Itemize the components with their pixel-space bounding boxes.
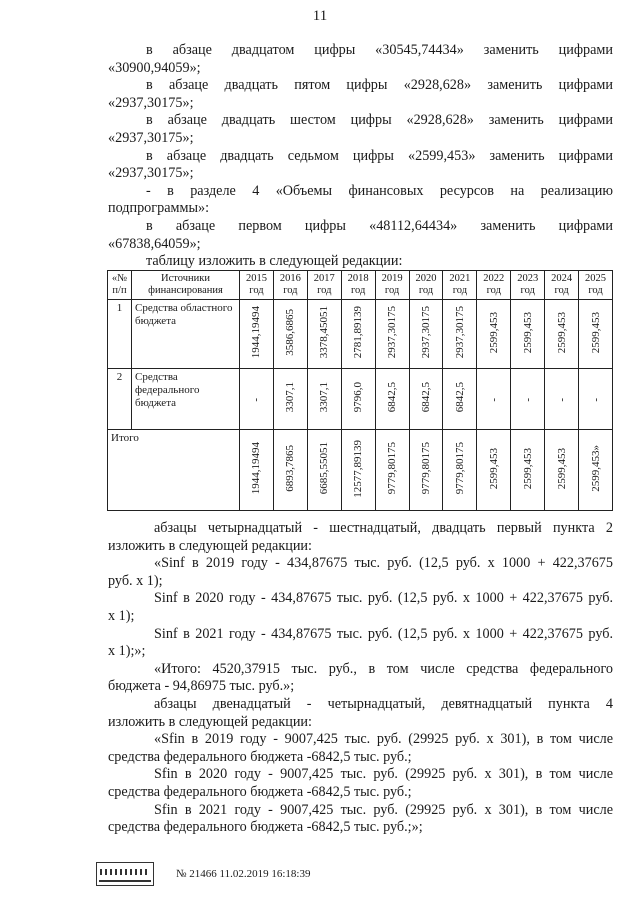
cell-value: - xyxy=(250,398,263,402)
table-cell xyxy=(545,430,579,511)
table-cell xyxy=(409,369,443,430)
table-cell xyxy=(240,369,274,430)
paragraph-4-line-2: «2937,30175»; xyxy=(108,165,194,182)
cell-value: 1944,19494 xyxy=(250,442,263,495)
cell-value: 2599,453 xyxy=(487,311,500,354)
cell-value: 2599,453 xyxy=(589,311,602,354)
table-cell xyxy=(341,369,375,430)
table-cell xyxy=(443,300,477,369)
paragraph-5-line-1: - в разделе 4 «Объемы финансовых ресурсов на реализацию xyxy=(146,182,613,199)
table-cell xyxy=(341,300,375,369)
row-source-label: Итого xyxy=(108,430,240,511)
table-row xyxy=(108,369,613,430)
paragraph-8-line-2: изложить в следующей редакции: xyxy=(108,537,312,554)
paragraph-10-line-1: Sinf в 2020 году - 434,87675 тыс. руб. (12,5 руб. х 1000 + 422,37675 руб. xyxy=(154,590,613,607)
cell-value: 6842,5 xyxy=(419,382,432,413)
table-cell xyxy=(545,369,579,430)
text-bottom xyxy=(108,520,613,837)
finance-table-wrapper xyxy=(107,270,613,511)
cell-value: 3307,1 xyxy=(284,382,297,413)
table-cell xyxy=(375,300,409,369)
paragraph-14-line-1: «Sfin в 2019 году - 9007,425 тыс. руб. (29925 руб. х 301), в том числе xyxy=(154,731,613,748)
cell-value: 6842,5 xyxy=(453,382,466,413)
table-cell xyxy=(273,430,307,511)
cell-value: - xyxy=(521,398,534,402)
table-cell xyxy=(545,300,579,369)
header-year: 2021 год xyxy=(443,271,477,300)
cell-value: 2599,453» xyxy=(589,445,602,492)
cell-value: 9779,80175 xyxy=(419,442,432,495)
table-cell xyxy=(240,430,274,511)
table-cell xyxy=(477,430,511,511)
finance-table xyxy=(107,270,613,511)
cell-value: 12577,89139 xyxy=(352,439,365,498)
paragraph-9-line-1: «Sinf в 2019 году - 434,87675 тыс. руб. (12,5 руб. х 1000 + 422,37675 xyxy=(154,555,613,572)
table-cell xyxy=(511,430,545,511)
paragraph-7: таблицу изложить в следующей редакции: xyxy=(146,253,403,270)
table-cell xyxy=(409,430,443,511)
paragraph-15-line-1: Sfin в 2020 году - 9007,425 тыс. руб. (29925 руб. х 301), в том числе xyxy=(154,766,613,783)
table-row xyxy=(108,300,613,369)
paragraph-5-line-2: подпрограммы»: xyxy=(108,200,210,217)
header-year: 2017 год xyxy=(307,271,341,300)
header-num: «№ п/п xyxy=(108,271,132,300)
row-source-label: Средства федерального бюджета xyxy=(132,369,240,430)
table-cell xyxy=(443,369,477,430)
header-year: 2025 год xyxy=(579,271,613,300)
paragraph-3-line-1: в абзаце двадцать шестом цифры «2928,628» заменить цифрами xyxy=(146,112,613,129)
header-year: 2020 год xyxy=(409,271,443,300)
header-year: 2022 год xyxy=(477,271,511,300)
table-cell xyxy=(307,430,341,511)
cell-value: 2599,453 xyxy=(487,447,500,490)
table-cell xyxy=(443,430,477,511)
cell-value: 2937,30175 xyxy=(453,306,466,359)
cell-value: 2599,453 xyxy=(555,311,568,354)
cell-value: 2937,30175 xyxy=(419,306,432,359)
table-cell xyxy=(477,300,511,369)
cell-value: 2599,453 xyxy=(521,311,534,354)
header-year: 2023 год xyxy=(511,271,545,300)
cell-value: 2781,89139 xyxy=(352,306,365,359)
paragraph-4-line-1: в абзаце двадцать седьмом цифры «2599,453» заменить цифрами xyxy=(146,147,613,164)
table-cell xyxy=(307,300,341,369)
paragraph-1-line-2: «30900,94059»; xyxy=(108,59,201,76)
table-row-total xyxy=(108,430,613,511)
paragraph-8-line-1: абзацы четырнадцатый - шестнадцатый, двадцать первый пункта 2 xyxy=(154,520,613,536)
cell-value: 1944,19494 xyxy=(250,306,263,359)
paragraph-2-line-2: «2937,30175»; xyxy=(108,94,194,111)
paragraph-10-line-2: х 1); xyxy=(108,607,135,624)
header-year: 2018 год xyxy=(341,271,375,300)
cell-value: 9779,80175 xyxy=(453,442,466,495)
table-cell xyxy=(273,300,307,369)
paragraph-3-line-2: «2937,30175»; xyxy=(108,129,194,146)
cell-value: 3378,45051 xyxy=(318,306,331,359)
table-cell xyxy=(511,300,545,369)
cell-value: 2599,453 xyxy=(555,447,568,490)
cell-value: 6685,55051 xyxy=(318,442,331,495)
cell-value: 9796,0 xyxy=(352,382,365,413)
row-number: 2 xyxy=(108,369,132,430)
cell-value: 2599,453 xyxy=(521,447,534,490)
paragraph-13-line-1: абзацы двенадцатый - четырнадцатый, девятнадцатый пункта 4 xyxy=(154,695,613,712)
paragraph-12-line-1: «Итого: 4520,37915 тыс. руб., в том числе средства федерального xyxy=(154,660,613,677)
cell-value: 6893,7865 xyxy=(284,445,297,492)
paragraph-2-line-1: в абзаце двадцать пятом цифры «2928,628» заменить цифрами xyxy=(146,77,613,94)
paragraph-11-line-2: х 1);»; xyxy=(108,643,146,660)
paragraph-9-line-2: руб. х 1); xyxy=(108,572,163,589)
cell-value: 3307,1 xyxy=(318,382,331,413)
table-cell xyxy=(579,430,613,511)
cell-value: 6842,5 xyxy=(386,382,399,413)
table-cell xyxy=(477,369,511,430)
row-source-label: Средства областного бюджета xyxy=(132,300,240,369)
row-number: 1 xyxy=(108,300,132,369)
paragraph-13-line-2: изложить в следующей редакции: xyxy=(108,713,312,730)
table-cell xyxy=(240,300,274,369)
table-cell xyxy=(579,300,613,369)
building-stamp-icon xyxy=(96,862,154,886)
paragraph-6-line-2: «67838,64059»; xyxy=(108,235,201,252)
table-cell xyxy=(375,430,409,511)
table-cell xyxy=(307,369,341,430)
header-source: Источники финансирования xyxy=(132,271,240,300)
paragraph-15-line-2: средства федерального бюджета -6842,5 тыс. руб.; xyxy=(108,783,412,800)
cell-value: 3586,6865 xyxy=(284,309,297,356)
header-year: 2016 год xyxy=(273,271,307,300)
cell-value: 2937,30175 xyxy=(386,306,399,359)
table-cell xyxy=(273,369,307,430)
page-number: 11 xyxy=(312,8,328,24)
table-cell xyxy=(409,300,443,369)
paragraph-16-line-2: средства федерального бюджета -6842,5 тыс. руб.;»; xyxy=(108,819,423,836)
document-reference: № 21466 11.02.2019 16:18:39 xyxy=(176,868,311,880)
footer xyxy=(96,862,310,886)
cell-value: - xyxy=(589,398,602,402)
cell-value: 9779,80175 xyxy=(386,442,399,495)
table-cell xyxy=(375,369,409,430)
paragraph-1-line-1: в абзаце двадцатом цифры «30545,74434» заменить цифрами xyxy=(146,42,613,58)
paragraph-14-line-2: средства федерального бюджета -6842,5 тыс. руб.; xyxy=(108,748,412,765)
cell-value: - xyxy=(487,398,500,402)
header-year: 2024 год xyxy=(545,271,579,300)
table-header-row xyxy=(108,271,613,300)
paragraph-11-line-1: Sinf в 2021 году - 434,87675 тыс. руб. (12,5 руб. х 1000 + 422,37675 руб. xyxy=(154,625,613,642)
header-year: 2015 год xyxy=(240,271,274,300)
cell-value: - xyxy=(555,398,568,402)
paragraph-6-line-1: в абзаце первом цифры «48112,64434» заменить цифрами xyxy=(146,217,613,234)
table-cell xyxy=(579,369,613,430)
table-cell xyxy=(341,430,375,511)
header-year: 2019 год xyxy=(375,271,409,300)
paragraph-12-line-2: бюджета - 94,86975 тыс. руб.»; xyxy=(108,678,295,695)
table-cell xyxy=(511,369,545,430)
text-top xyxy=(108,42,613,271)
paragraph-16-line-1: Sfin в 2021 году - 9007,425 тыс. руб. (29925 руб. х 301), в том числе xyxy=(154,801,613,818)
